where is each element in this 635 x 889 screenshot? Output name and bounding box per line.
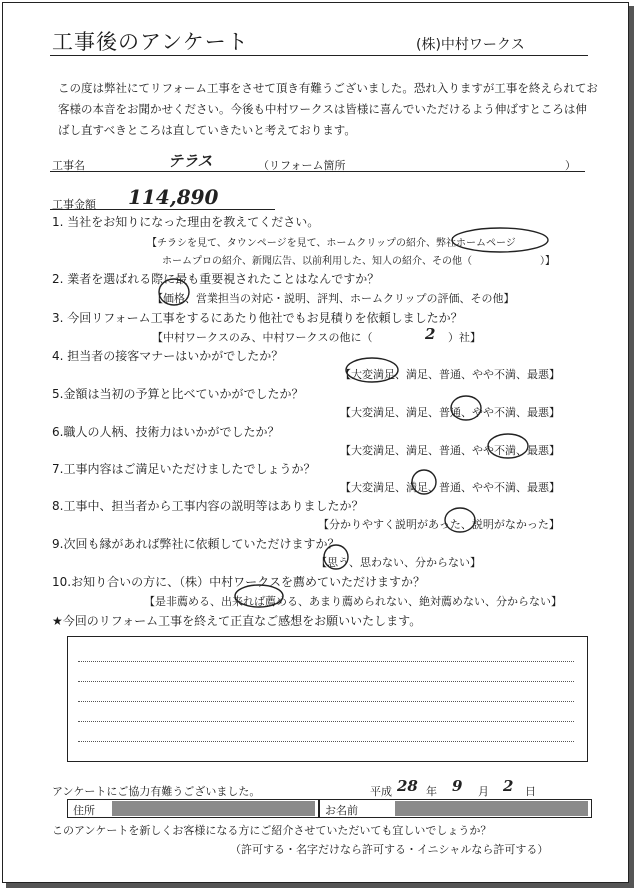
circle-q8-explained bbox=[445, 508, 475, 532]
circle-q4-very-satisfied bbox=[346, 358, 398, 382]
q4-options: 【大変満足、満足、普通、やや不満、最悪】 bbox=[340, 368, 560, 381]
intro-text: この度は弊社にてリフォーム工事をさせて頂き有難うございました。恐れ入りますが工事を終えられてお客様の本音をお聞かせください。今後も中村ワークスは皆様に喜んでいただけるよう伸ばすところは伸ばし直すべきところは直していきたいと考えております。 bbox=[58, 81, 598, 137]
q1-options-line1: 【チラシを見て、タウンページを見て、ホームクリップの紹介、弊社ホームページ bbox=[147, 238, 516, 249]
page-title: 工事後のアンケート bbox=[52, 30, 249, 54]
q3-options: 【中村ワークスのみ、中村ワークスの他に（ bbox=[152, 331, 373, 344]
question-3: 3. 今回リフォーム工事をするにあたり他社でもお見積りを依頼しましたか？ bbox=[52, 311, 463, 325]
question-7: 7.工事内容はご満足いただけましたでしょうか？ bbox=[52, 462, 316, 476]
name-redaction bbox=[395, 801, 588, 816]
month-label: 月 bbox=[478, 785, 489, 798]
q1-options-close: ）】 bbox=[540, 256, 555, 267]
year-label: 年 bbox=[426, 785, 437, 798]
comment-line bbox=[78, 741, 574, 742]
q9-options: 【思う、思わない、分からない】 bbox=[316, 556, 481, 569]
name-label: お名前 bbox=[325, 804, 358, 817]
circle-q10-if-possible bbox=[235, 585, 283, 607]
q10-options: 【是非薦める、出来れば薦める、あまり薦められない、絶対薦めない、分からない】 bbox=[144, 595, 562, 608]
comment-box[interactable] bbox=[67, 636, 588, 762]
circle-q1-homepage bbox=[452, 228, 548, 252]
q8-options: 【分かりやすく説明があった、説明がなかった】 bbox=[318, 518, 560, 531]
work-amount-label: 工事金額 bbox=[52, 198, 96, 211]
reform-close: ） bbox=[565, 159, 576, 172]
circle-q2-price bbox=[159, 279, 189, 305]
comment-line bbox=[78, 701, 574, 702]
address-label: 住所 bbox=[73, 804, 95, 817]
q3-answer: 2 bbox=[425, 325, 436, 343]
company-name: (株)中村ワークス bbox=[416, 37, 525, 53]
q1-options-line2: ホームプロの紹介、新聞広告、以前利用した、知人の紹介、その他（ bbox=[162, 256, 472, 267]
question-6: 6.職人の人柄、技術力はいかがでしたか？ bbox=[52, 425, 280, 439]
day-value: 2 bbox=[503, 777, 514, 795]
comment-line bbox=[78, 681, 574, 682]
question-1: 1. 当社をお知りになった理由を教えてください。 bbox=[52, 215, 320, 229]
address-redaction bbox=[112, 801, 315, 816]
work-name-value: テラス bbox=[168, 152, 213, 170]
thanks-text: アンケートにご協力有難うございました。 bbox=[52, 785, 261, 798]
question-2: 2. 業者を選ばれる際に最も重要視されたことはなんですか？ bbox=[52, 272, 380, 286]
era-label: 平成 bbox=[370, 785, 392, 798]
comment-line bbox=[78, 721, 574, 722]
referral-options: （許可する・名字だけなら許可する・イニシャルなら許可する） bbox=[230, 843, 549, 856]
circle-q9-yes bbox=[324, 545, 348, 569]
year-value: 28 bbox=[397, 777, 418, 795]
circle-q5-normal bbox=[451, 396, 481, 420]
q3-options-close: ）社】 bbox=[448, 331, 481, 344]
circle-q6-slightly-dissatisfied bbox=[488, 434, 528, 458]
question-8: 8.工事中、担当者から工事内容の説明等はありましたか？ bbox=[52, 499, 364, 513]
question-9: 9.次回も縁があれば弊社に依頼していただけますか？ bbox=[52, 537, 340, 551]
work-name-label: 工事名 bbox=[52, 159, 85, 172]
work-amount-value: 114,890 bbox=[128, 185, 219, 209]
q2-options: 【価格、営業担当の対応・説明、評判、ホームクリップの評価、その他】 bbox=[152, 292, 515, 305]
referral-question: このアンケートを新しくお客様になる方にご紹介させていただいても宜しいでしょうか？ bbox=[52, 824, 492, 837]
q6-options: 【大変満足、満足、普通、やや不満、最悪】 bbox=[340, 444, 560, 457]
comment-line bbox=[78, 661, 574, 662]
question-10: 10.お知り合いの方に、（株）中村ワークスを薦めていただけますか？ bbox=[52, 575, 425, 589]
reform-label: （リフォーム箇所 bbox=[258, 159, 346, 172]
question-5: 5.金額は当初の予算と比べていかがでしたか？ bbox=[52, 387, 304, 401]
q7-options: 【大変満足、満足、普通、やや不満、最悪】 bbox=[340, 481, 560, 494]
month-value: 9 bbox=[452, 777, 463, 795]
comment-prompt: ★今回のリフォーム工事を終えて正直なご感想をお願いいたします。 bbox=[52, 614, 422, 628]
q5-options: 【大変満足、満足、普通、やや不満、最悪】 bbox=[340, 406, 560, 419]
day-label: 日 bbox=[525, 785, 536, 798]
question-4: 4. 担当者の接客マナーはいかがでしたか？ bbox=[52, 349, 284, 363]
circle-q7-satisfied bbox=[412, 470, 436, 494]
